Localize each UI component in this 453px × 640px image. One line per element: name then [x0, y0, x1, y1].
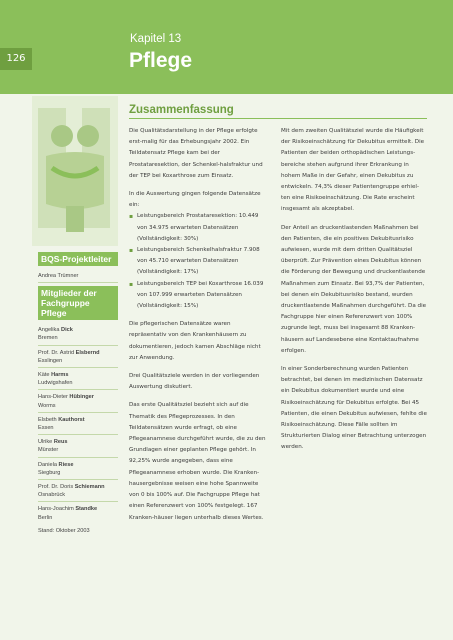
- member-entry: Ulrike Reus Münster: [38, 438, 118, 457]
- member-entry: Hans-Dieter Hübinger Worms: [38, 393, 118, 412]
- chapter-label: Kapitel 13: [130, 33, 182, 45]
- member-entry: Hans-Joachim Standke Berlin: [38, 506, 98, 521]
- project-leader-heading: BQS-Projektleiter: [38, 252, 118, 266]
- status-date: Stand: Oktober 2003: [38, 527, 90, 534]
- member-list: [38, 326, 118, 524]
- paragraph: Das erste Qualitätsziel bezieht sich auf die Thematik des Pflegeprozesses. In den Teildatensätzen wurde erfragt, ob eine Pflegeanamnese durchgeführt wurde, die zu den Grundlagen einer geplanten Pflege gehört. In 92,25% wurde angegeben, dass eine Pflegeanamnese erhoben wurde. Die Kranken-hausergebnisse weisen eine hohe Spannweite von 0 bis 100% auf. Die Fachgruppe Pflege hat einen Referenzwert von 100% festgelegt. 167 Kranken-häuser liegen unterhalb dieses Wertes.: [129, 402, 266, 521]
- main-column-left: [129, 126, 267, 531]
- dataset-bullet: ▪ Leistungsbereich TEP bei Koxarthrose 16.039 von 107.999 erwarteten Datensätzen (Vollständigkeit: 15%): [129, 279, 267, 313]
- paragraph: Mit dem zweiten Qualitätsziel wurde die Häufigkeit der Risikoeinschätzung für Dekubitus ermittelt. Die Patienten der beiden orthopädischen Leistungs-bereiche stehen aufgrund ihrer Erkrankung in hohem Maße in der Gefahr, einen Dekubitus zu entwickeln. 74,3% dieser Patientengruppe erhiel-ten eine Risikoeinschätzung. Die Rate erscheint insgesamt als akzeptabel.: [281, 128, 425, 213]
- member-entry: Daniela Riese Siegburg: [38, 461, 118, 480]
- member-entry: Prof. Dr. Astrid Elsbernd Esslingen: [38, 349, 118, 368]
- care-illustration: [32, 96, 118, 246]
- section-title: Zusammenfassung: [129, 104, 234, 116]
- page-number: 126: [0, 48, 32, 70]
- main-column-right: [281, 126, 427, 461]
- dataset-bullet: ▪ Leistungsbereich Schenkelhalsfraktur 7.908 von 45.710 erwarteten Datensätzen (Vollständigkeit: 17%): [129, 245, 267, 279]
- sidebar: [38, 252, 118, 540]
- group-heading: Mitglieder der Fachgruppe Pflege: [38, 286, 118, 320]
- dataset-bullet: ▪ Leistungsbereich Prostataresektion: 10.449 von 34.975 erwarteten Datensätzen (Vollständigkeit: 30%): [129, 211, 267, 245]
- project-leader-name: Andrea Trümner: [38, 272, 118, 283]
- dataset-list: [129, 211, 267, 312]
- chapter-title: Pflege: [129, 49, 193, 72]
- paragraph: Die pflegerischen Datensätze waren repräsentativ von den Krankenhäusern zu dokumentieren, jedoch kamen Abschläge nicht zur Anwendung.: [129, 321, 261, 361]
- member-entry: Prof. Dr. Doris Schiemann Osnabrück: [38, 483, 118, 502]
- paragraph: In einer Sonderberechnung wurden Patienten betrachtet, bei denen im medizinischen Datensatz ein Dekubitus dokumentiert wurde und eine Risikoeinschätzung für Dekubitus erfolgte. Bei 45 Patienten, die einen Dekubitus aufwiesen, fehlte die Risikoeinschätzung. Diese Fälle sollten im Strukturierten Dialog einer Betrachtung unterzogen werden.: [281, 366, 427, 451]
- member-entry: Angelika Dick Bremen: [38, 326, 118, 345]
- paragraph: Der Anteil an druckentlastenden Maßnahmen bei den Patienten, die ein positives Dekubitusrisiko aufwiesen, wurde mit dem dritten Qualitätsziel überprüft. Zur Prävention eines Dekubitus können die Förderung der Bewegung und druckentlastende Maßnahmen zum Einsatz. Bei 93,7% der Patienten, bei denen ein Dekubitusrisiko bestand, wurden druckentlastende Maßnahmen durchgeführt. Da die Fachgruppe hier einen Referenzwert von 100% zugrunde legt, muss bei insgesamt 88 Kranken-häusern auf Landesebene eine Kontaktaufnahme erfolgen.: [281, 224, 427, 354]
- member-entry: Elsbeth Kauthorst Essen: [38, 416, 118, 435]
- paragraph: In die Auswertung gingen folgende Datensätze ein:: [129, 191, 261, 209]
- paragraph: Drei Qualitätsziele werden in der vorliegenden Auswertung diskutiert.: [129, 373, 260, 391]
- member-entry: Käte Harms Ludwigshafen: [38, 371, 118, 390]
- section-divider: [129, 118, 427, 119]
- header-band: [0, 0, 453, 94]
- paragraph: Die Qualitätsdarstellung in der Pflege erfolgte erst-malig für das Erhebungsjahr 2002. Ein Teildatensatz Pflege kam bei der Prostataresektion, der Schenkel-halsfraktur und der TEP bei Koxarthrose zum Einsatz.: [129, 128, 263, 179]
